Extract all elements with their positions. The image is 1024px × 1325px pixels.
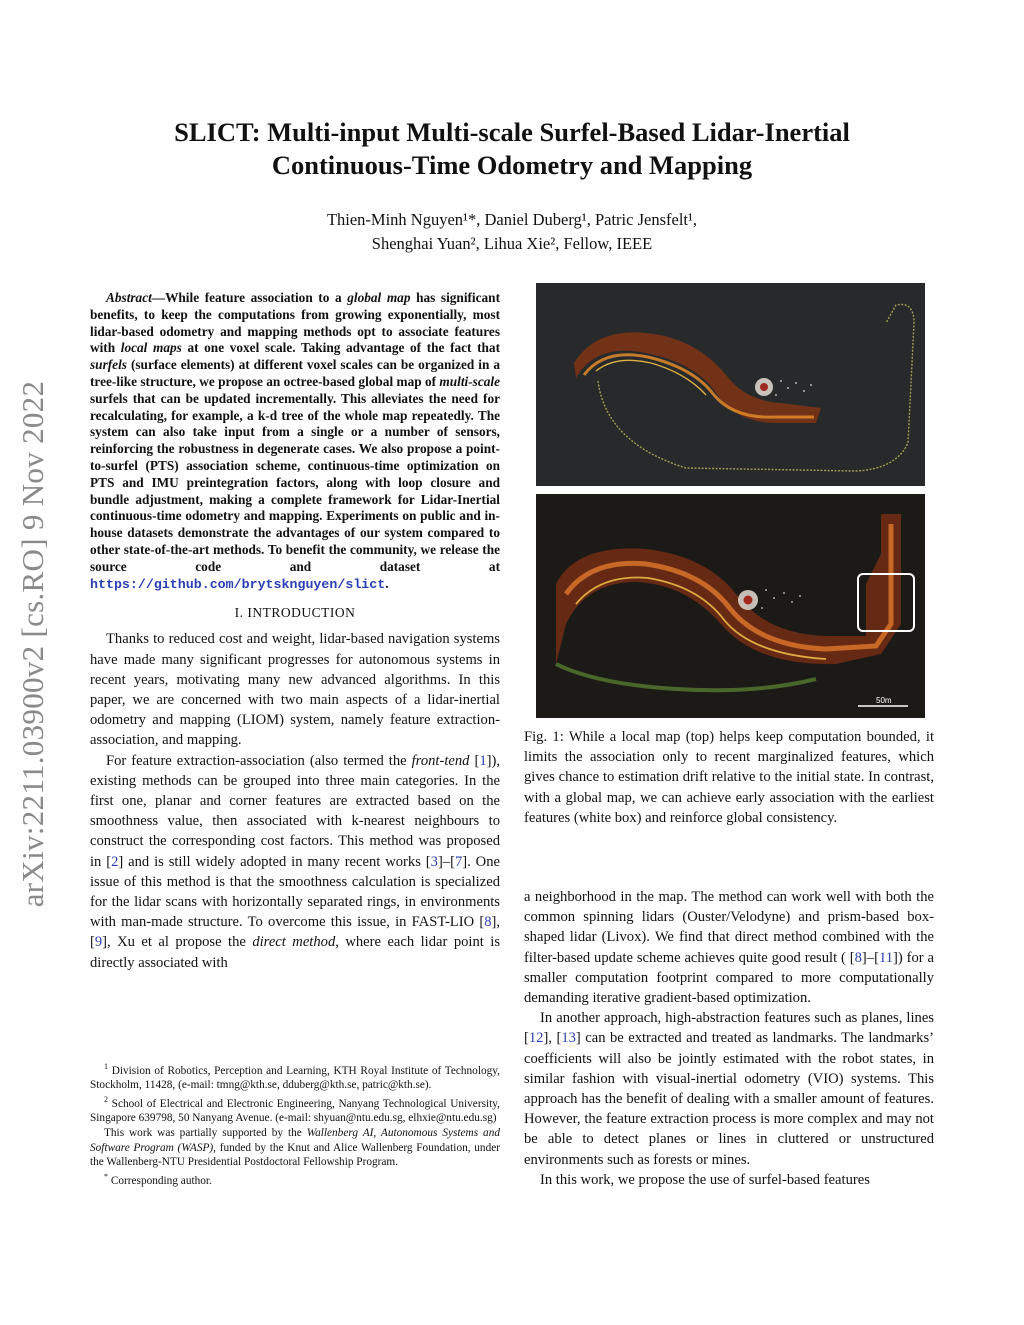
paper-title <box>90 116 934 182</box>
paragraph-text: ]–[ <box>861 949 879 966</box>
paragraph-emphasis: direct method <box>252 934 336 951</box>
footnotes <box>90 1060 500 1189</box>
footnote-2 <box>90 1093 500 1125</box>
local-map-render <box>536 283 925 486</box>
global-map-image <box>536 494 925 718</box>
paragraph-text: [ <box>469 752 480 769</box>
right-paragraph-2 <box>524 1008 934 1170</box>
paragraph-text: ] and is still widely adopted in many recent works [ <box>118 853 431 870</box>
footnote-marker: * <box>104 1171 108 1181</box>
figure-1 <box>536 283 925 718</box>
citation-link[interactable]: 9 <box>94 934 103 951</box>
local-map-image <box>536 283 925 486</box>
abstract-emphasis: surfels <box>90 357 127 373</box>
abstract-emphasis: multi-scale <box>439 373 500 389</box>
paragraph-text: ]), existing methods can be grouped into three main categories. In the first one, planar and corner features are extracted based on the smoothness value, then associated with k-nearest neighbours to construct the corresponding cost factors. This method was proposed in [ <box>90 752 500 870</box>
source-code-link[interactable]: https://github.com/brytsknguyen/slict <box>90 576 386 592</box>
title-line-1: SLICT: Multi-input Multi-scale Surfel-Based Lidar-Inertial <box>174 117 850 147</box>
abstract-text: at one voxel scale. Taking advantage of the fact that <box>181 340 501 356</box>
authors-line-1: Thien-Minh Nguyen¹*, Daniel Duberg¹, Patric Jensfelt¹, <box>326 210 698 229</box>
citation-link[interactable]: 8 <box>484 914 492 931</box>
title-line-2: Continuous-Time Odometry and Mapping <box>271 150 753 180</box>
citation-link[interactable]: 11 <box>878 949 894 966</box>
paragraph-text: ], [ <box>90 914 500 951</box>
footnote-1 <box>90 1060 500 1092</box>
footnote-text: Corresponding author. <box>110 1174 212 1187</box>
citation-link[interactable]: 2 <box>111 853 119 870</box>
abstract-text: surfels that can be updated incrementally. This alleviates the need for recalculating, for example, a k-d tree of the whole map repeatedly. The system can also take input from a single or a number of sensors, reinforcing the robustness in degenerate cases. We also propose a point-to-surfel (PTS) association scheme, continuous-time optimization on PTS and IMU preintegration factors, along with loop closure and bundle adjustment, making a complete framework for Lidar-Inertial continuous-time odometry and mapping. Experiments on public and in-house datasets demonstrate the advantages of our system compared to other state-of-the-art methods. To benefit the community, we release the source code and dataset at <box>90 390 500 574</box>
arxiv-identifier-stamp: arXiv:2211.03900v2 [cs.RO] 9 Nov 2022 <box>15 380 50 908</box>
authors-line-2: Shenghai Yuan², Lihua Xie², Fellow, IEEE <box>371 234 653 253</box>
abstract-emphasis: global map <box>347 290 411 305</box>
scale-bar-label: 50m <box>876 696 892 705</box>
section-heading: I. INTRODUCTION <box>234 605 356 621</box>
right-paragraph-1 <box>524 887 934 1008</box>
footnote-marker: 2 <box>104 1095 108 1105</box>
citation-link[interactable]: 7 <box>454 853 463 870</box>
figure-caption: Fig. 1: While a local map (top) helps keep computation bounded, it limits the association only to recent marginalized features, which gives chance to estimation drift relative to the initial state. In contrast, with a global map, we can achieve early association with the earliest features (white box) and reinforce global consistency. <box>524 729 934 826</box>
intro-paragraph-2 <box>90 751 500 973</box>
footnote-emphasis: Wallenberg AI, Autonomous Systems and Software Program (WASP) <box>90 1127 500 1154</box>
author-list <box>90 208 934 256</box>
right-column <box>524 887 934 1190</box>
paragraph-emphasis: front-tend <box>411 752 470 769</box>
right-paragraph-3: In this work, we propose the use of surfel-based features <box>540 1171 870 1188</box>
abstract-text: While feature association to a <box>165 290 348 305</box>
citation-link[interactable]: 13 <box>561 1030 576 1047</box>
intro-paragraph-1: Thanks to reduced cost and weight, lidar-based navigation systems have made many significant progresses for autonomous systems in recent years, motivating many new advanced algorithms. In this paper, we are concerned with two main aspects of a lidar-inertial odometry and mapping (LIOM) system, namely feature extraction-association, and mapping. <box>90 631 500 749</box>
abstract-lead: Abstract— <box>106 290 166 305</box>
paragraph-text: ]) for a smaller computation footprint compared to more computationally demanding iterative gradient-based optimization. <box>524 949 934 1007</box>
paragraph-text: ] can be extracted and treated as landmarks. The landmarks’ coefficients will also be jointly estimated with the robot states, in similar fashion with visual-inertial odometry (VIO) systems. This approach has the benefit of dealing with a smaller amount of features. However, the feature extraction process is more complex and may not be able to detect planes or lines in cluttered or unstructured environments such as forests or mines. <box>524 1030 934 1168</box>
abstract-text: . <box>385 575 389 591</box>
global-map-render <box>536 494 925 718</box>
footnote-marker: 1 <box>104 1062 108 1071</box>
footnote-text: School of Electrical and Electronic Engineering, Nanyang Technological University, Singapore 639798, 50 Nanyang Avenue. (e-mail: shyuan@ntu.edu.sg, elhxie@ntu.edu.sg) <box>90 1097 500 1125</box>
paragraph-text: ]. One issue of this method is that the smoothness calculation is specialized for the lidar scans with horizontally separated rings, in environments with man-made structure. To overcome this issue, in FAST-LIO [ <box>90 853 500 931</box>
paragraph-text: For feature extraction-association (also termed the <box>106 752 412 769</box>
paragraph-text: , where each lidar point is directly associated with <box>90 934 501 971</box>
paragraph-text: ], Xu et al propose the <box>102 934 253 951</box>
footnote-text: , funded by the Knut and Alice Wallenberg Foundation, under the Wallenberg-NTU Presidential Postdoctoral Fellowship Program. <box>90 1141 501 1168</box>
footnote-text: This work was partially supported by the <box>104 1127 307 1140</box>
abstract-text: (surface elements) at different voxel scales can be organized in a tree-like structure, we propose an octree-based global map of <box>90 357 500 389</box>
paragraph-text: In another approach, high-abstraction features such as planes, lines [ <box>524 1010 934 1047</box>
paragraph-text: ]–[ <box>437 853 455 870</box>
citation-link[interactable]: 3 <box>430 853 438 870</box>
citation-link[interactable]: 12 <box>528 1030 544 1047</box>
abstract-emphasis: local maps <box>120 340 182 356</box>
left-column <box>90 290 500 973</box>
paragraph-text: ], [ <box>543 1030 562 1047</box>
abstract-text: has significant benefits, to keep the computations from growing exponentially, most lidar-based odometry and mapping methods opt to associate features with <box>90 290 501 356</box>
corresponding-author-note <box>90 1170 500 1188</box>
abstract <box>90 290 500 593</box>
paragraph-text: a neighborhood in the map. The method can work well with both the common spinning lidars (Ouster/Velodyne) and prism-based box-shaped lidar (Livox). We find that direct method combined with the filter-based update scheme achieves quite good result ( [ <box>524 889 934 966</box>
citation-link[interactable]: 1 <box>479 752 487 769</box>
footnote-text: Division of Robotics, Perception and Learning, KTH Royal Institute of Technology, Stockholm, 11428, (e-mail: tmng@kth.se, dduberg@kth.se, patric@kth.se). <box>90 1064 500 1091</box>
funding-note <box>90 1126 500 1169</box>
citation-link[interactable]: 8 <box>854 949 862 966</box>
